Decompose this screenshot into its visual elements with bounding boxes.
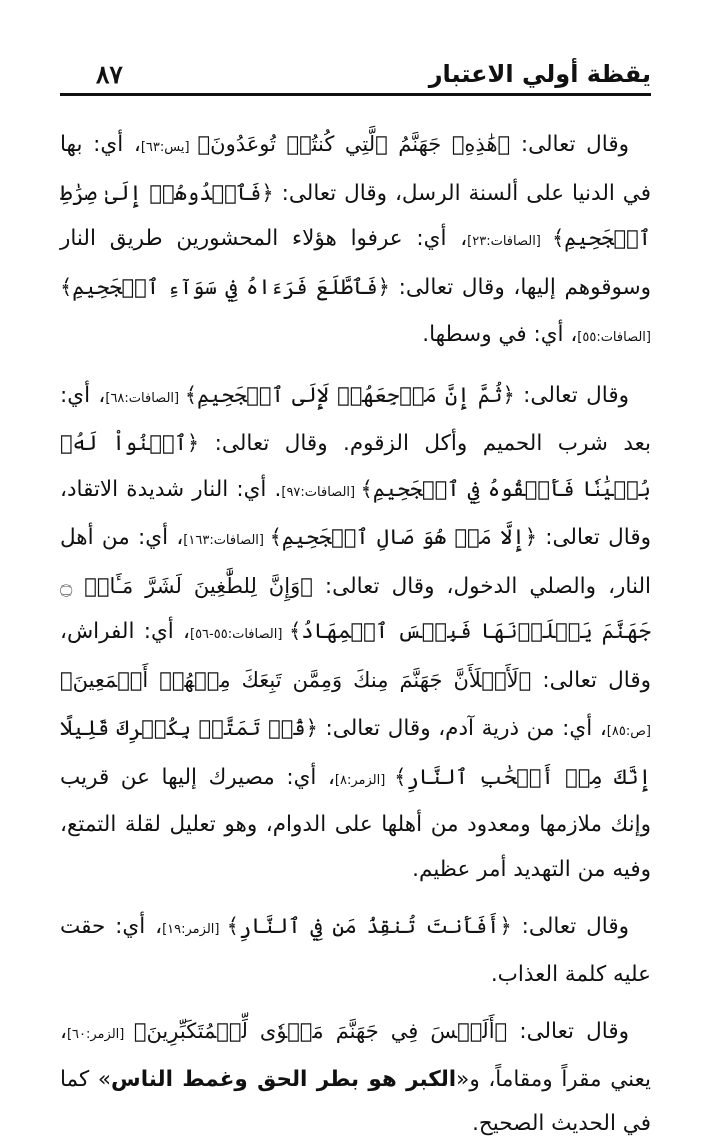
body-text-segment: ، أي: الفراش، وقال تعالى: — [60, 619, 651, 693]
verse-reference: [ص:٨٥] — [606, 724, 651, 739]
quran-verse: ﴿قُلۡ تَمَتَّعۡ بِكُفۡرِكَ قَلِيلًا إِنَّكَ مِنۡ أَصۡحَٰبِ ٱلنَّارِ﴾ — [60, 716, 651, 789]
body-text-segment: ، أي: من ذرية آدم، وقال تعالى: — [317, 716, 607, 741]
body-text-segment: وقال تعالى: — [514, 382, 629, 408]
header-rule — [60, 93, 651, 96]
hadith-phrase: الكبر هو بطر الحق وغمط الناس — [111, 1066, 457, 1092]
body-text-segment: ، أي: بها في الدنيا على ألسنة الرسل، وقال تعالى: — [60, 132, 652, 206]
quran-verse: ﴿ٱبۡنُواْ لَهُۥ بُنۡيَٰنٗا فَأَلۡقُوهُ فِي ٱلۡجَحِيمِ﴾ — [60, 431, 651, 501]
verse-reference: [الصافات:٢٣] — [467, 234, 552, 249]
paragraph-3 — [60, 904, 651, 997]
verse-reference: [يس:٦٣] — [140, 140, 198, 155]
body-text-segment: » كما في الحديث الصحيح. — [60, 1066, 651, 1136]
paragraph-1 — [60, 122, 651, 361]
verse-reference: [الصافات:٥٥] — [577, 330, 651, 345]
body-text-segment: ، يعني مقراً ومقاماً، و« — [60, 1019, 651, 1092]
verse-reference: [الزمر:٨] — [334, 772, 395, 788]
body-text-segment: ، أي: عرفوا هؤلاء المحشورين طريق النار وسوقوهم إليها، وقال تعالى: — [60, 226, 651, 300]
paragraph-4 — [60, 1009, 651, 1147]
paragraph-2 — [60, 373, 651, 893]
body-text-segment: وقال تعالى: — [511, 914, 630, 939]
verse-reference: [الصافات:٦٨] — [105, 390, 185, 406]
body-text-segment: . أي: النار شديدة الاتقاد، وقال تعالى: — [60, 476, 651, 550]
quran-verse: ﴿لَأَمۡلَأَنَّ جَهَنَّمَ مِنكَ وَمِمَّن تَبِعَكَ مِنۡهُمۡ أَجۡمَعِينَ﴾ — [60, 667, 532, 692]
quran-verse: ﴿وَإِنَّ لِلطَّٰغِينَ لَشَرَّ مَـَٔابٖ ۝ جَهَنَّمَ يَصۡلَوۡنَهَا فَبِئۡسَ ٱلۡمِهَادُ﴾ — [60, 573, 651, 643]
body-text — [60, 122, 651, 1147]
body-text-segment: وقال تعالى: — [507, 1019, 630, 1044]
running-title: يقظة أولي الاعتبار — [428, 60, 651, 88]
quran-verse: ﴿فَٱطَّلَعَ فَرَءَاهُ فِي سَوَآءِ ٱلۡجَحِيمِ﴾ — [60, 274, 390, 299]
page-number: ٨٧ — [96, 60, 123, 89]
quran-verse: ﴿أَلَيۡسَ فِي جَهَنَّمَ مَثۡوٗى لِّلۡمُتَكَبِّرِينَ﴾ — [133, 1019, 508, 1043]
quran-verse: ﴿فَٱهۡدُوهُمۡ إِلَىٰ صِرَٰطِ ٱلۡجَحِيمِ﴾ — [60, 180, 651, 250]
body-text-segment: وقال تعالى: — [510, 132, 630, 157]
verse-reference: [الصافات:١٦٣] — [183, 533, 270, 548]
page-header — [60, 60, 651, 94]
body-text-segment: ، أي: بعد شرب الحميم وأكل الزقوم. وقال تعالى: — [60, 382, 651, 456]
body-text-segment: ، أي: مصيرك إليها عن قريب وإنك ملازمها ومعدود من أهلها على الدوام، وهو تعليل لقلة التمتع، وفيه من التهديد أمر عظيم. — [60, 764, 651, 882]
quran-verse: ﴿إِلَّا مَنۡ هُوَ صَالِ ٱلۡجَحِيمِ﴾ — [269, 525, 537, 549]
verse-reference: [الصافات:٩٧] — [281, 484, 361, 500]
body-text-segment: ، أي: من أهل النار، والصلي الدخول، وقال تعالى: — [60, 525, 651, 599]
quran-verse: ﴿هَٰذِهِۦ جَهَنَّمُ ٱلَّتِي كُنتُمۡ تُوعَدُونَ﴾ — [197, 132, 511, 156]
body-text-segment: ، أي: حقت عليه كلمة العذاب. — [60, 914, 651, 987]
body-text-segment: ، أي: في وسطها. — [422, 322, 578, 347]
verse-reference: [الصافات:٥٥-٥٦] — [190, 627, 289, 642]
verse-reference: [الزمر:١٩] — [162, 922, 227, 937]
quran-verse: ﴿ثُمَّ إِنَّ مَرۡجِعَهُمۡ لَإِلَى ٱلۡجَحِيمِ﴾ — [184, 382, 515, 407]
quran-verse: ﴿أَفَأَنتَ تُنقِذُ مَن فِي ٱلنَّارِ﴾ — [226, 914, 512, 938]
verse-reference: [الزمر:٦٠] — [66, 1027, 134, 1042]
